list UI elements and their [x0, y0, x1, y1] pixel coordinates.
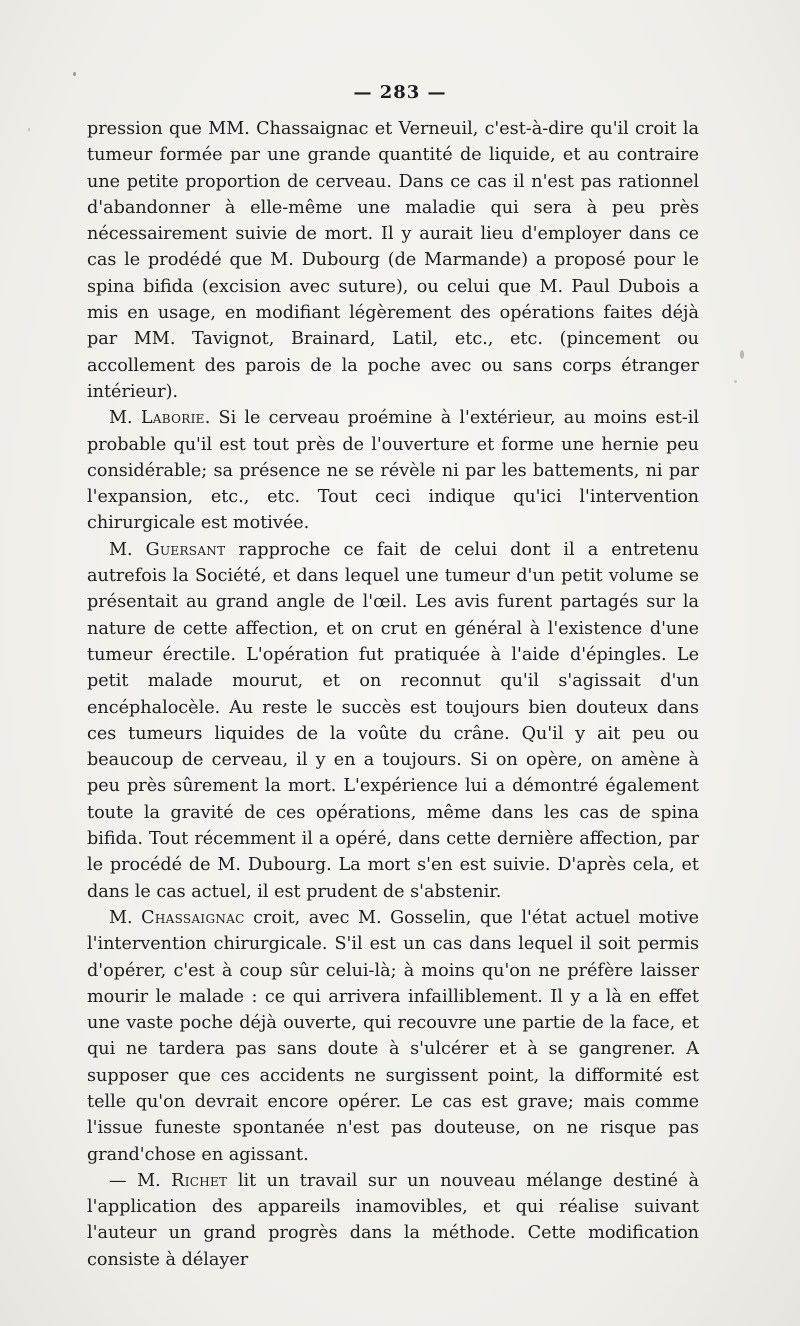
paragraph-5: [87, 1168, 699, 1273]
scan-speck: [734, 380, 737, 383]
speaker-prefix: — M.: [109, 1170, 172, 1191]
speaker-prefix: M.: [109, 408, 141, 429]
paragraph-3: [87, 537, 699, 905]
paragraph-text: . Si le cerveau proémine à l'extérieur, au moins est-il probable qu'il est tout près de l'ouverture et forme une hernie peu considérable; sa présence ne se révèle ni par les battements, ni par l'expansion, etc., etc. Tout ceci indique qu'ici l'intervention chirurgicale est motivée.: [87, 408, 699, 534]
speaker-prefix: M.: [109, 539, 146, 560]
page-number: — 283 —: [353, 82, 447, 103]
speaker-prefix: M.: [109, 907, 142, 928]
scan-speck: [740, 350, 744, 359]
scan-speck: [73, 72, 76, 76]
page-body: [87, 116, 699, 1273]
paragraph-text: pression que MM. Chassaignac et Verneuil, c'est-à-dire qu'il croit la tumeur formée par une grande quantité de liquide, et au contraire une petite proportion de cerveau. Dans ce cas il n'est pas rationnel d'abandonner à elle-même une maladie qui sera à peu près nécessairement suivie de mort. Il y aurait lieu d'employer dans ce cas le prodédé que M. Dubourg (de Marmande) a proposé pour le spina bifida (excision avec suture), ou celui que M. Paul Dubois a mis en usage, en modifiant légèrement des opérations faites déjà par MM. Tavignot, Brainard, Latil, etc., etc. (pincement ou accollement des parois de la poche avec ou sans corps étranger intérieur).: [87, 119, 699, 402]
scan-speck: [28, 128, 30, 131]
paragraph-1: [87, 116, 699, 405]
speaker-name: Richet: [171, 1170, 228, 1191]
speaker-name: Guersant: [145, 539, 226, 560]
paragraph-text: croit, avec M. Gosselin, que l'état actuel motive l'intervention chirurgicale. S'il est un cas dans lequel il soit permis d'opérer, c'est à coup sûr celui-là; à moins qu'on ne préfère laisser mourir le malade : ce qui arrivera infailliblement. Il y a là en effet une vaste poche déjà ouverte, qui recouvre une partie de la face, et qui ne tardera pas sans doute à s'ulcérer et à se gangrener. A supposer que ces accidents ne surgissent point, la difformité est telle qu'on devrait encore opérer. Le cas est grave; mais comme l'issue funeste spontanée n'est pas douteuse, on ne risque pas grand'chose en agissant.: [87, 907, 699, 1165]
paragraph-text: rapproche ce fait de celui dont il a entretenu autrefois la Société, et dans lequel une tumeur d'un petit volume se présentait au grand angle de l'œil. Les avis furent partagés sur la nature de cette affection, et on crut en général à l'existence d'une tumeur érectile. L'opération fut pratiquée à l'aide d'épingles. Le petit malade mourut, et on reconnut qu'il s'agissait d'un encéphalocèle. Au reste le succès est toujours bien douteux dans ces tumeurs liquides de la voûte du crâne. Qu'il y ait peu ou beaucoup de cerveau, il y en a toujours. Si on opère, on amène à peu près sûrement la mort. L'expérience lui a démontré également toute la gravité de ces opérations, même dans les cas de spina bifida. Tout récemment il a opéré, dans cette dernière affection, par le procédé de M. Dubourg. La mort s'en est suivie. D'après cela, et dans le cas actuel, il est prudent de s'abstenir.: [87, 539, 699, 902]
paragraph-4: [87, 905, 699, 1168]
speaker-name: Chassaignac: [141, 907, 245, 928]
speaker-name: Laborie: [140, 408, 205, 429]
paragraph-2: [87, 405, 699, 536]
paragraph-text: lit un travail sur un nouveau mélange destiné à l'application des appareils inamovibles, et qui réalise suivant l'auteur un grand progrès dans la méthode. Cette modification consiste à délayer: [87, 1170, 699, 1270]
